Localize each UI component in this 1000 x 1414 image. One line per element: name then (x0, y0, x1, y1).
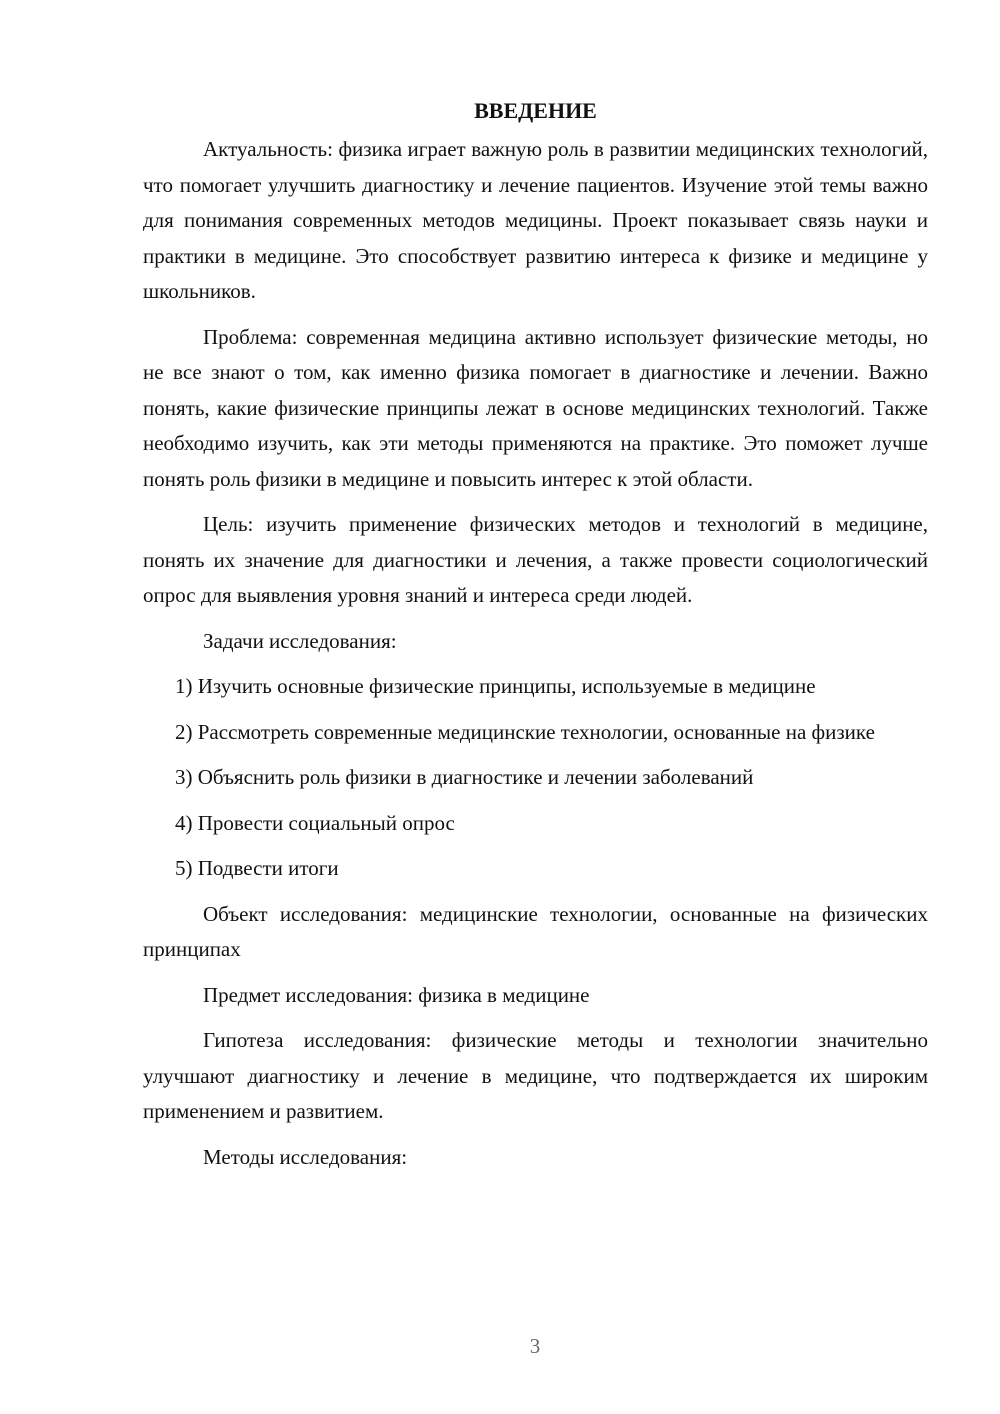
task-item-4: 4) Провести социальный опрос (175, 810, 455, 835)
goal-paragraph: Цель: изучить применение физических методов и технологий в медицине, понять их значение для диагностики и лечения, а также провести социологический опрос для выявления уровня знаний и интереса среди людей. (143, 512, 928, 607)
object-paragraph: Объект исследования: медицинские технологии, основанные на физических принципах (143, 901, 928, 961)
methods-heading: Методы исследования: (203, 1144, 408, 1169)
task-item-2: 2) Рассмотреть современные медицинские технологии, основанные на физике (175, 719, 875, 744)
task-item-3: 3) Объяснить роль физики в диагностике и лечении заболеваний (175, 765, 754, 789)
problem-paragraph: Проблема: современная медицина активно использует физические методы, но не все знают о том, как именно физика помогает в диагностике и лечении. Важно понять, какие физические принципы лежат в основе медицинских технологий. Также необходимо изучить, как эти методы применяются на практике. Это поможет лучше понять роль физики в медицине и повысить интерес к этой области. (143, 324, 928, 491)
task-item-1: 1) Изучить основные физические принципы, используемые в медицине (175, 674, 816, 698)
document-page (143, 96, 928, 1185)
relevance-paragraph: Актуальность: физика играет важную роль в развитии медицинских технологий, что помогает улучшить диагностику и лечение пациентов. Изучение этой темы важно для понимания современных методов медицины. Проект показывает связь науки и практики в медицине. Это способствует развитию интереса к физике и медицине у школьников. (143, 137, 928, 303)
task-item-5: 5) Подвести итоги (175, 856, 339, 880)
page-number: 3 (529, 1334, 541, 1358)
subject-paragraph: Предмет исследования: физика в медицине (203, 982, 590, 1007)
page-title: ВВЕДЕНИЕ (474, 98, 597, 123)
hypothesis-paragraph: Гипотеза исследования: физические методы и технологии значительно улучшают диагностику и лечение в медицине, что подтверждается их широким применением и развитием. (143, 1028, 928, 1123)
tasks-heading: Задачи исследования: (203, 628, 397, 653)
